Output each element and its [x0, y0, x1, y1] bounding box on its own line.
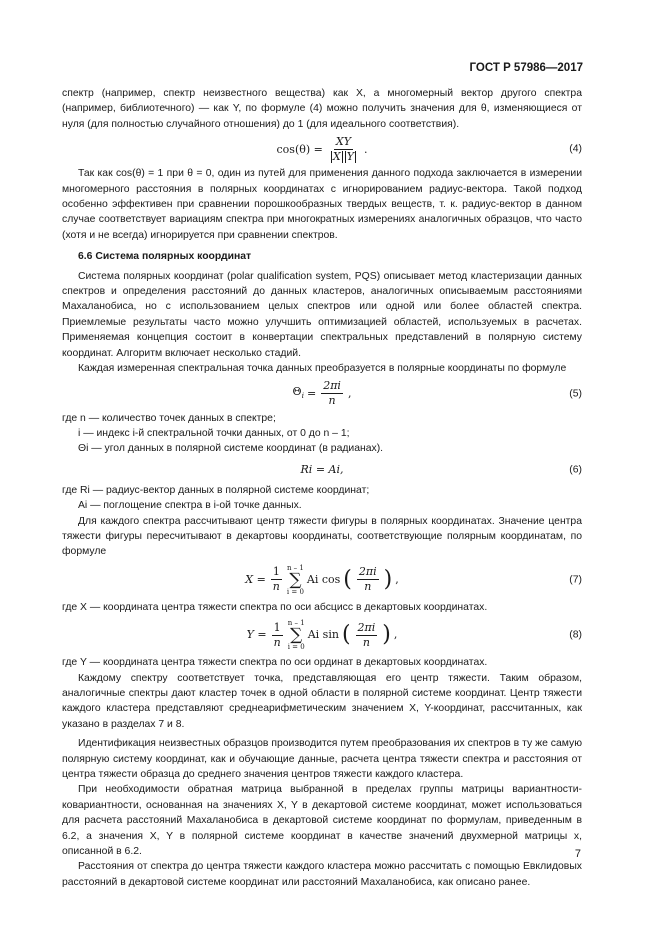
- definition-r: где Ri — радиус-вектор данных в полярной системе координат;: [62, 484, 370, 496]
- paragraph-cluster: Каждому спектру соответствует точка, представляющая его центр тяжести. Таким образом, аналогичные спектры дают кластер точек в одной области в полярной системе координат. Центр тяжести каждого кластера представляют среднеарифметическим значением X, Y-координат, рассчитанных, как указано в разделах 7 и 8.: [62, 672, 582, 730]
- formula-8-number: (8): [569, 629, 582, 641]
- formula-7-lhs: X =: [245, 573, 266, 587]
- definition-x: где X — координата центра тяжести спектра по оси абсцисс в декартовых координатах.: [62, 601, 488, 613]
- formula-5-fraction: [321, 380, 343, 407]
- intro-paragraph: спектр (например, спектр неизвестного вещества) как X, а многомерный вектор другого спектра (например, библиотечного) — как Y, по формуле (4) можно получить значения для θ, изменяющиеся от нуля (для полностью случайного отношения) до 1 (для идеального соответствия).: [62, 88, 582, 130]
- paragraph-identification: Идентификация неизвестных образцов производится путем преобразования их спектров в ту же самую полярную систему координат, как и обучающие данные, расчета центра тяжести спектра и расстояния от центра тяжести образца до среднего значения центров тяжести каждого кластера.: [62, 738, 582, 780]
- formula-7-sum-top: n – 1: [286, 563, 304, 572]
- document-body: [62, 86, 582, 890]
- section-title: 6.6 Система полярных координат: [78, 251, 252, 263]
- formula-4: cos(θ) = $\frac{XY}{\text{X Y}}$ . (4): [276, 134, 582, 163]
- formula-4-den-x: X: [332, 149, 341, 163]
- formula-7-tail: ,: [395, 573, 399, 587]
- formula-4-lhs: cos(θ) =: [276, 142, 323, 156]
- formula-8-sum-top: n – 1: [287, 619, 305, 628]
- formula-8: Y = $\frac{1}{n}$ n – 1 ∑ i = 0 Ai sin ( $\frac{2\pi i}{n}$ ) , (8): [246, 619, 582, 652]
- paragraph-center-of-gravity: Для каждого спектра рассчитывают центр тяжести фигуры в полярных координатах. Значение центра тяжести фигуры пересчитывают в декартовы координаты, соответствующие полярным координатам, по формуле: [62, 515, 582, 558]
- formula-7-arg-num: 2πi: [358, 565, 377, 579]
- formula-6-text: Ri = Ai,: [300, 463, 344, 477]
- definition-i: i — индекс i-й спектральной точки данных, от 0 до n – 1;: [78, 427, 350, 439]
- formula-8-term: Ai sin: [307, 628, 339, 642]
- formula-5: [62, 377, 582, 411]
- formula-5-number: (5): [569, 387, 582, 399]
- formula-7-number: (7): [569, 574, 582, 586]
- formula-7-term: Ai cos: [306, 573, 341, 587]
- formula-5-sub: i: [301, 390, 304, 400]
- formula-8-arg-den: n: [362, 635, 370, 649]
- formula-5-denominator: n: [328, 394, 336, 407]
- formula-4-fraction: [328, 136, 359, 163]
- formula-8-sum-bottom: i = 0: [287, 643, 305, 652]
- formula-6-number: (6): [569, 464, 582, 476]
- formula-8-frac-num: 1: [273, 620, 281, 634]
- formula-8-frac-den: n: [273, 635, 281, 649]
- paragraph-matrix: При необходимости обратная матрица выбранной в пределах группы матрицы вариантности-ковариантности, основанная на значениях X, Y в декартовой системе координат, может использоваться для расчета расстояний Махаланобиса в декартовой системе координат по формулам, приведенным в 6.2, а значения X, Y в полярной системе координат в качестве значений двухмерной матрицы x, описанной в 6.2.: [62, 784, 582, 858]
- formula-4-number: (4): [569, 143, 582, 155]
- formula-7: X = $\frac{1}{n}$ n – 1 ∑ i = 0 Ai cos ( $\frac{2\pi i}{n}$ ) , (7): [245, 563, 582, 596]
- section-paragraph-transform: Каждая измеренная спектральная точка данных преобразуется в полярные координаты по формуле: [78, 363, 567, 375]
- formula-8-tail: ,: [393, 628, 398, 642]
- paragraph-distances: Расстояния от спектра до центра тяжести каждого кластера можно рассчитать с помощью Евклидовых расстояний в декартовой системе координат или расстояний Махаланобиса, как описано ранее.: [62, 861, 582, 888]
- paragraph-cos-approach: Так как cos(θ) = 1 при θ = 0, один из путей для применения данного подхода заключается в измерении многомерного расстояния в полярных координатах с игнорированием радиус-вектора. Такой подход особенно эффективен при сравнении порошкообразных твердых веществ, т. к. радиус-вектор в данном случае соответствует вариациям спектра при многократных измерениях аналогичных образцов, что часто (хотя и не всегда) игнорируется при сравнении спектров.: [62, 168, 582, 241]
- formula-7-frac-num: 1: [272, 565, 280, 579]
- formula-5-numerator: 2πi: [323, 379, 341, 392]
- page-number: 7: [574, 848, 581, 860]
- formula-7-sum-bottom: i = 0: [286, 587, 304, 596]
- formula-8-arg-num: 2πi: [357, 620, 376, 634]
- definition-a: Ai — поглощение спектра в i-ой точке данных.: [78, 500, 302, 512]
- definition-y: где Y — координата центра тяжести спектра по оси ординат в декартовых координатах.: [62, 657, 488, 669]
- formula-4-numerator: XY: [335, 134, 351, 148]
- formula-7-frac-den: n: [272, 580, 280, 594]
- definition-n: где n — количество точек данных в спектре;: [62, 412, 276, 424]
- section-paragraph-pqs: Система полярных координат (polar qualification system, PQS) описывает метод кластеризации данных спектров и определения расстояний до данных кластеров, аналогичных описываемым расстояниями Махаланобиса, но с использованием целых спектров или одной или более областей спектра. Приемлемые результаты часто можно улучшить оптимизацией областей, используемых в расчетах. Применяемая концепция состоит в конвертации спектральных представлений в полярную систему координат. Алгоритм включает несколько стадий.: [62, 270, 582, 359]
- formula-7-arg-den: n: [364, 580, 372, 594]
- formula-8-lhs: Y =: [246, 628, 267, 642]
- formula-5-tail: ,: [347, 386, 352, 400]
- standard-header: ГОСТ Р 57986—2017: [469, 62, 583, 74]
- formula-4-den-y: Y: [346, 149, 354, 163]
- formula-6: [62, 457, 582, 483]
- definition-theta: Θi — угол данных в полярной системе координат (в радианах).: [78, 443, 384, 455]
- formula-5-eq: =: [306, 386, 317, 400]
- formula-5-lhs: Θ: [292, 384, 302, 398]
